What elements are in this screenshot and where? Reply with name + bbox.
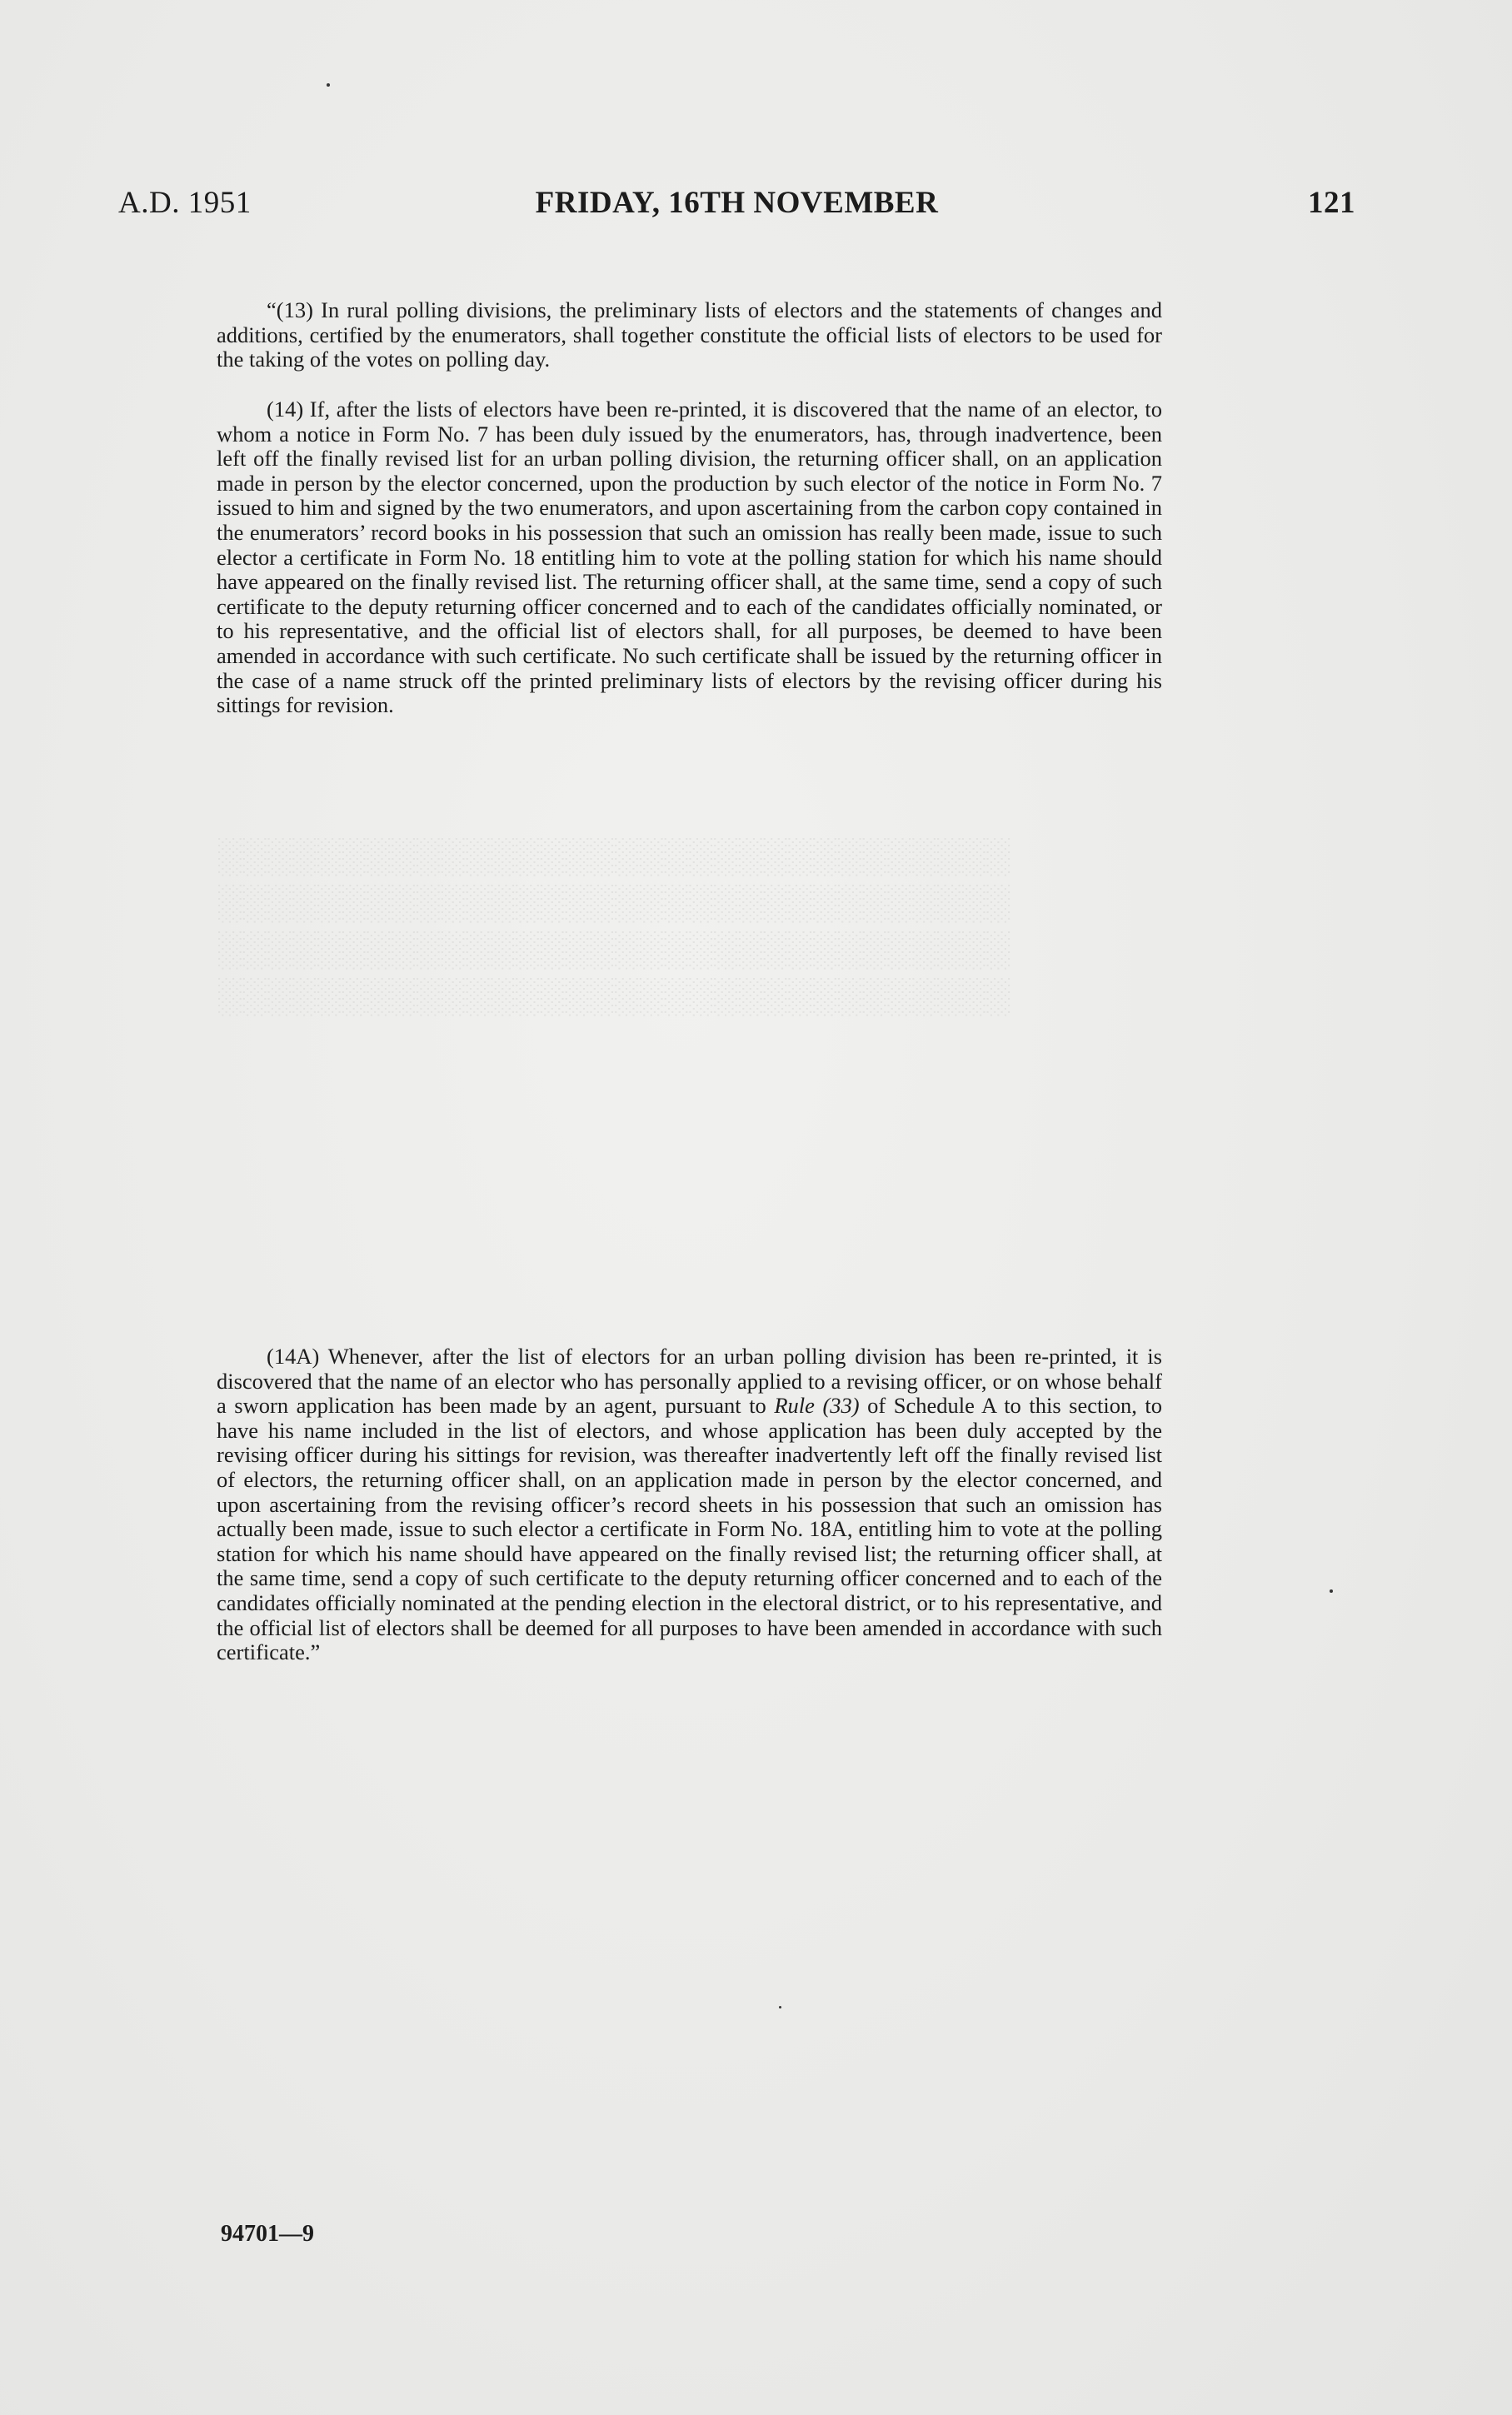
paper-speck (1330, 1589, 1333, 1593)
page-number: 121 (1308, 186, 1355, 220)
footer-code: 94701—9 (221, 2221, 314, 2247)
paragraph-14-text: (14) If, after the lists of electors have been re-printed, it is discovered that the name of an elector, to whom a notice in Form No. 7 has been duly issued by the enumerators, has, through inadvertence, been left off the finally revised list for an urban polling division, the returning officer shall, on an application made in person by the elector concerned, upon the production by such elector of the notice in Form No. 7 issued to him and signed by the two enumerators, and upon ascertaining from the carbon copy contained in the enumerators’ record books in his possession that such an omission has really been made, issue to such elector a certificate in Form No. 18 entitling him to vote at the polling station for which his name should have appeared on the finally revised list. The returning officer shall, at the same time, send a copy of such certificate to the deputy returning officer concerned and to each of the candidates officially nominated, or to his representative, and the official list of electors shall, for all purposes, be deemed to have been amended in accordance with such certificate. No such certificate shall be issued by the returning officer in the case of a name struck off the printed preliminary lists of electors by the revising officer during his sittings for revision. (217, 397, 1162, 718)
paragraph-14a-text-start: (14A) Whenever, after the list of electors for an urban polling division has been re-printed, it is discovered that the name of an elector who has personally applied to a revising officer, or on whose behalf a sworn application has been made by an agent, pursuant to (217, 1344, 1162, 1419)
show-through-texture: ░░░░░░░░░░░░░░░░░░░░░░░░░░░░░░░░ ░░░░░░░░░░░░░░░░░░░░░░░░░░░░░░░░ ░░░░░░░░░░░░░░░░░░░░░░░░░░░░░░░░ ░░░░░░░░░░░░░░░░░░░░░░░░░░░░░░░░ (217, 837, 1010, 1015)
paper-speck (779, 2006, 781, 2008)
header-year: A.D. 1951 (118, 186, 252, 220)
header-date: FRIDAY, 16TH NOVEMBER (535, 186, 939, 220)
paragraph-14a (217, 1345, 1162, 1665)
paper-speck (327, 83, 330, 87)
page-header (118, 185, 1355, 227)
paragraph-13 (217, 298, 1162, 372)
paragraph-13-text: “(13) In rural polling divisions, the preliminary lists of electors and the statements of changes and additions, certified by the enumerators, shall together constitute the official lists of electors to be used for the taking of the votes on polling day. (217, 297, 1162, 372)
paragraph-14 (217, 397, 1162, 718)
rule-reference: Rule (33) (774, 1393, 860, 1419)
paragraph-14a-text-end: of Schedule A to this section, to have his name included in the list of electors, and whose application has been duly accepted by the revising officer during his sittings for revision, was thereafter inadvertently left off the finally revised list of electors, the returning officer shall, on an application made in person by the elector concerned, and upon ascertaining from the revising officer’s record sheets in his possession that such an omission has actually been made, issue to such elector a certificate in Form No. 18A, entitling him to vote at the polling station for which his name should have appeared on the finally revised list; the returning officer shall, at the same time, send a copy of such certificate to the deputy returning officer concerned and to each of the candidates officially nominated at the pending election in the electoral district, or to his representative, and the official list of electors shall be deemed for all purposes to have been amended in accordance with such certificate.” (217, 1393, 1163, 1665)
